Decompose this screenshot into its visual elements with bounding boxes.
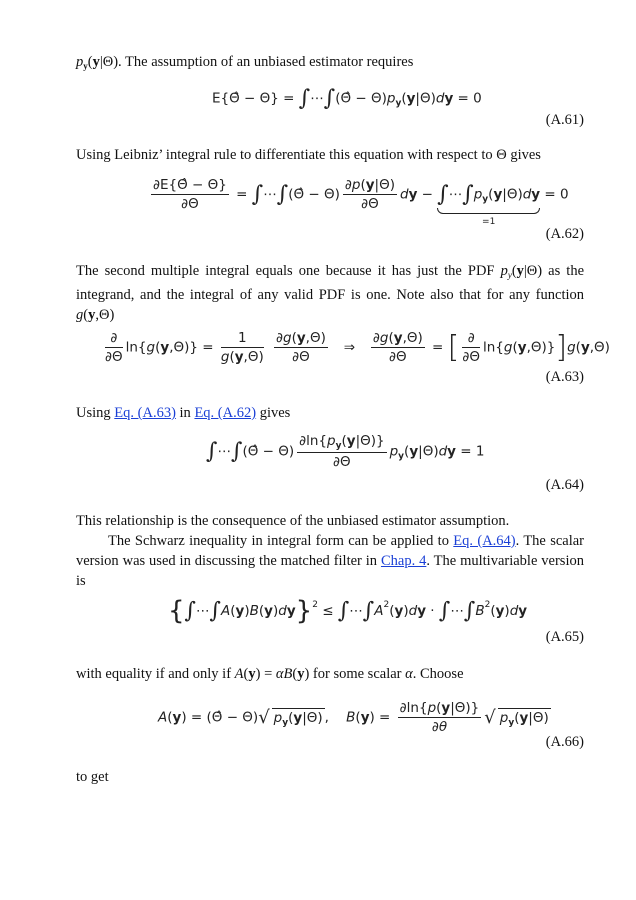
paragraph-schwarz: The Schwarz inequality in integral form can be applied to Eq. (A.64). The scalar version was used in discussing the matched filter in Chap. 4. The multivariable version is <box>76 533 585 589</box>
equation-number-a65: (A.65) <box>545 629 584 645</box>
equation-a65: {∫⋯∫A(y)B(y)dy}$^2$ ≤ $\int\cdots\int A^2(y)dy$ · $\int\cdots\int B^2(y)dy$ <box>168 596 528 626</box>
equation-number-a62: (A.62) <box>545 226 584 242</box>
underbrace-integral: $\int\cdots\int p_y(y|\Theta)dy$ =1 <box>437 182 541 227</box>
link-eq-a64[interactable]: Eq. (A.64) <box>453 533 516 549</box>
equation-a61: E{Θ̂ − Θ} = ∫⋯∫(Θ̂ − $\Theta)p_y(y|\Theta)dy = 0$ <box>212 86 482 111</box>
link-eq-a63[interactable]: Eq. (A.63) <box>114 405 176 421</box>
paragraph-unbiased-assumption: $p_y(y|\Theta)$. The assumption of an unbiased estimator requires <box>76 54 414 71</box>
equation-a63: $\frac{\partial}{\partial\Theta}$ ln{g(y,Θ)} = $\frac{1}{g(y,\Theta)}$ $\frac{\partial g(y,\Theta)}{\partial\Theta}$ ⇒ $\frac{\partial g(y,\Theta)}{\partial\Theta}$ = [ $\frac{\partial}{\partial\Theta}$ ln{g(y,Θ)}]g(y,Θ) <box>105 330 610 365</box>
equation-number-a63: (A.63) <box>545 369 584 385</box>
link-chap-4[interactable]: Chap. 4 <box>380 553 427 569</box>
equation-a62: $\frac{\partial E\{\Thetâ - \Theta\}}{\partial\Theta}$ = ∫⋯∫(Θ̂ − Θ) $\frac{\partial p(y|\Theta)}{\partial\Theta}$ dy − $\int\cdots\int p_y(y|\Theta)dy$ =1 = 0 <box>153 177 569 227</box>
link-eq-a62[interactable]: Eq. (A.62) <box>194 405 257 421</box>
paragraph-to-get: to get <box>76 769 109 785</box>
equation-number-a61: (A.61) <box>545 112 584 128</box>
paragraph-equality-condition: with equality if and only if A(y) = αB(y) for some scalar α. Choose <box>76 666 464 682</box>
equation-number-a66: (A.66) <box>545 734 584 750</box>
paragraph-using-eq: Using Eq. (A.63) in Eq. (A.62) gives <box>76 405 291 421</box>
paragraph-pdf-integral: The second multiple integral equals one because it has just the PDF $p_y(y|\Theta)$ as the integrand, and the integral of any valid PDF is one. Note also that for any function g(y,Θ) <box>76 263 585 323</box>
pdf-symbol: p <box>76 54 84 70</box>
equation-a64: ∫⋯∫(Θ̂ − Θ) $\frac{\partial\ln\{p_y(y|\Theta)\}}{\partial\Theta}$ $p_y(y|\Theta)dy = 1$ <box>206 433 485 470</box>
paragraph-leibniz: Using Leibniz’ integral rule to differentiate this equation with respect to Θ gives <box>76 147 541 163</box>
equation-number-a64: (A.64) <box>545 477 584 493</box>
paragraph-consequence: This relationship is the consequence of the unbiased estimator assumption. <box>76 513 510 529</box>
equation-a66: A(y) = (Θ̂ − Θ)√ $p_y(y|\Theta)$ , B(y) = $\frac{\partial\ln\{p(y|\Theta)\}}{\partial\theta}$ √ $p_y(y|\Theta)$ <box>158 700 549 735</box>
